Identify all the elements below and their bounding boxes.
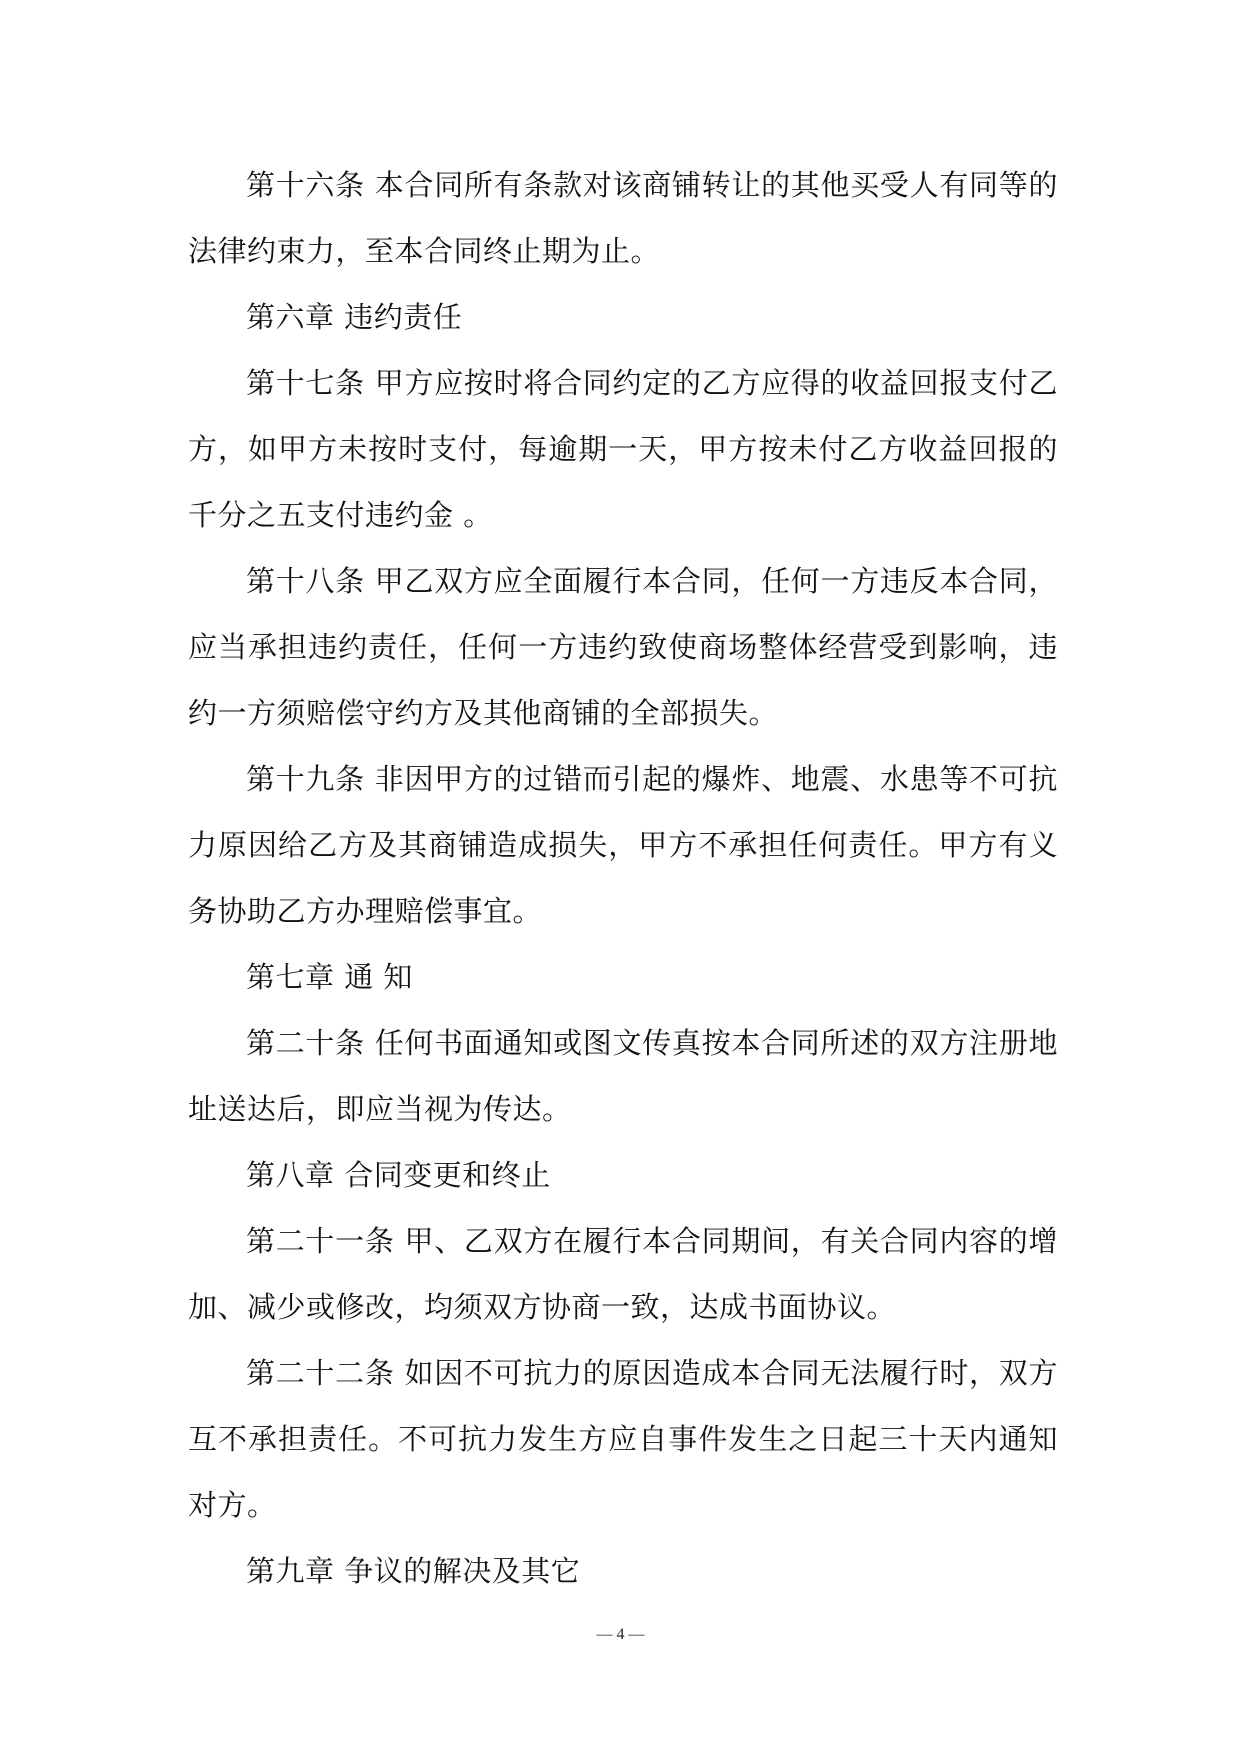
article-16-paragraph: 第十六条 本合同所有条款对该商铺转让的其他买受人有同等的法律约束力，至本合同终止期为止。 [188, 168, 1058, 268]
chapter-8-heading: 第八章 合同变更和终止 [246, 1158, 551, 1192]
chapter-7-heading: 第七章 通 知 [246, 960, 413, 994]
article-19-paragraph: 第十九条 非因甲方的过错而引起的爆炸、地震、水患等不可抗力原因给乙方及其商铺造成损失，甲方不承担任何责任。甲方有义务协助乙方办理赔偿事宜。 [188, 762, 1058, 928]
page-number: — 4 — [596, 1626, 645, 1643]
article-20-paragraph: 第二十条 任何书面通知或图文传真按本合同所述的双方注册地址送达后，即应当视为传达。 [188, 1026, 1058, 1126]
article-21-paragraph: 第二十一条 甲、乙双方在履行本合同期间，有关合同内容的增加、减少或修改，均须双方协商一致，达成书面协议。 [188, 1224, 1058, 1324]
article-22-paragraph: 第二十二条 如因不可抗力的原因造成本合同无法履行时，双方互不承担责任。不可抗力发生方应自事件发生之日起三十天内通知对方。 [188, 1356, 1058, 1522]
chapter-6-heading: 第六章 违约责任 [246, 300, 463, 334]
article-17-paragraph: 第十七条 甲方应按时将合同约定的乙方应得的收益回报支付乙方，如甲方未按时支付，每逾期一天，甲方按未付乙方收益回报的千分之五支付违约金 。 [188, 366, 1058, 532]
chapter-9-heading: 第九章 争议的解决及其它 [246, 1554, 581, 1588]
article-18-paragraph: 第十八条 甲乙双方应全面履行本合同，任何一方违反本合同，应当承担违约责任，任何一方违约致使商场整体经营受到影响，违约一方须赔偿守约方及其他商铺的全部损失。 [188, 564, 1058, 730]
document-body [188, 152, 1058, 1604]
